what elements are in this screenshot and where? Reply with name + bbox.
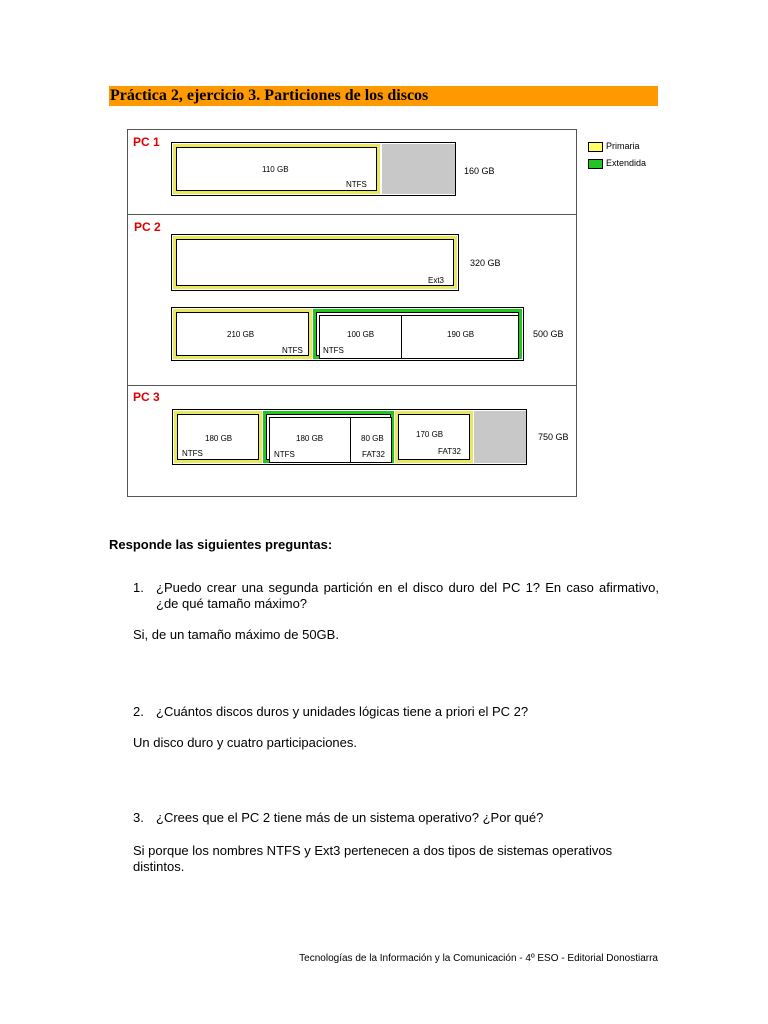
partition-fs: FAT32	[362, 450, 385, 459]
partitions-diagram	[127, 129, 647, 497]
partition-size: 210 GB	[227, 330, 255, 339]
pc2-disk2-primary-partition	[173, 309, 312, 359]
partition-size: 190 GB	[447, 330, 475, 339]
answer-1: Si, de un tamaño máximo de 50GB.	[133, 627, 339, 642]
question-number: 2.	[133, 704, 144, 719]
questions-heading: Responde las siguientes preguntas:	[109, 537, 333, 552]
pc3-disk	[172, 409, 527, 465]
partition-size: 170 GB	[416, 430, 444, 439]
question-text: ¿Cuántos discos duros y unidades lógicas tiene a priori el PC 2?	[156, 704, 529, 719]
partition-size: 100 GB	[347, 330, 375, 339]
logical-drive	[401, 315, 519, 359]
logical-drive	[269, 417, 350, 463]
answer-3: Si porque los nombres NTFS y Ext3 pertenecen a dos tipos de sistemas operativos distintos.	[133, 843, 613, 874]
pc3-disk-size: 750 GB	[538, 432, 569, 442]
partition-fs: FAT32	[438, 447, 461, 456]
legend-primary-swatch	[588, 142, 603, 152]
answer-2: Un disco duro y cuatro participaciones.	[133, 735, 358, 750]
partition-size: 110 GB	[262, 165, 289, 174]
pc3-primary-partition-2	[395, 411, 473, 463]
logical-drive	[350, 417, 392, 463]
pc2-extended-partition	[313, 309, 522, 359]
partition-size: 180 GB	[205, 434, 233, 443]
pc3-primary-partition	[174, 411, 262, 463]
pc2-disk1	[171, 234, 459, 291]
pc2-disk1-primary-partition	[173, 236, 457, 289]
partition-fs: NTFS	[282, 346, 303, 355]
partition-size: 80 GB	[361, 434, 384, 443]
pc1-label: PC 1	[133, 135, 160, 149]
question-number: 1.	[133, 580, 144, 595]
pc2-disk1-size: 320 GB	[470, 258, 501, 268]
legend-primary-label: Primaria	[606, 141, 640, 151]
question-text: ¿Puedo crear una segunda partición en el disco duro del PC 1? En caso afirmativo, ¿de qué tamaño máximo?	[156, 580, 659, 611]
unallocated-space	[382, 144, 455, 194]
pc3-extended-partition	[263, 411, 394, 463]
legend-extended-label: Extendida	[606, 158, 647, 168]
legend-extended-swatch	[588, 159, 603, 169]
pc2-label: PC 2	[134, 220, 161, 234]
partition-fs: NTFS	[274, 450, 295, 459]
footer-text: Tecnologías de la Información y la Comunicación - 4º ESO - Editorial Donostiarra	[299, 953, 658, 964]
partition-fs: NTFS	[346, 180, 367, 189]
partition-size: 180 GB	[296, 434, 324, 443]
pc2-disk2-size: 500 GB	[533, 329, 564, 339]
pc1-primary-partition	[173, 144, 380, 194]
unallocated-space	[474, 411, 526, 463]
partition-fs: NTFS	[182, 449, 203, 458]
logical-drive	[319, 315, 401, 359]
divider	[128, 214, 576, 215]
partition-fs: Ext3	[428, 276, 445, 285]
divider	[128, 385, 576, 386]
pc3-label: PC 3	[133, 390, 160, 404]
pc1-disk	[171, 142, 456, 196]
pc2-disk2	[171, 307, 524, 361]
partition-fs: NTFS	[323, 346, 344, 355]
pc1-disk-size: 160 GB	[464, 166, 495, 176]
page-title: Práctica 2, ejercicio 3. Particiones de los discos	[109, 86, 658, 106]
question-number: 3.	[133, 810, 144, 825]
question-text: ¿Crees que el PC 2 tiene más de un sistema operativo? ¿Por qué?	[156, 810, 544, 825]
